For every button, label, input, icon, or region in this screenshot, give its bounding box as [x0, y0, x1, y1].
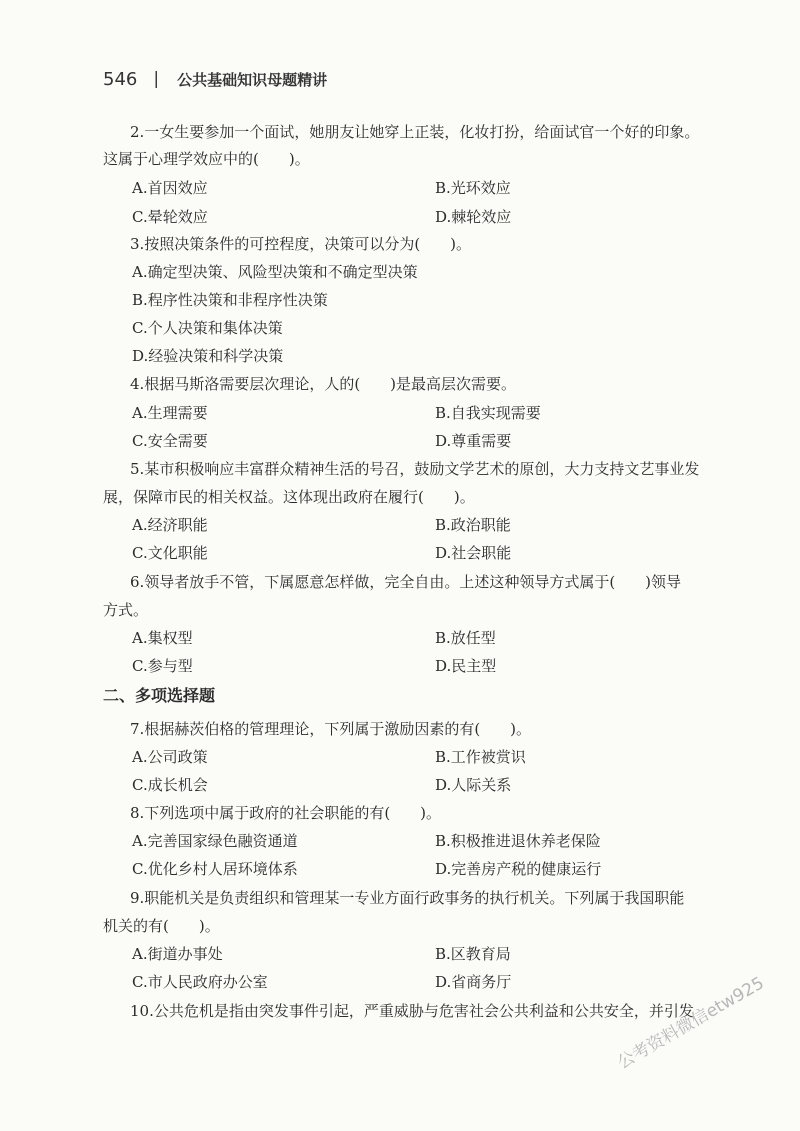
option-5b: B.政治职能: [435, 516, 511, 534]
option-7c: C.成长机会: [132, 776, 208, 794]
option-4c: C.安全需要: [132, 432, 208, 450]
option-3a: A.确定型决策、风险型决策和不确定型决策: [132, 263, 418, 281]
option-4b: B.自我实现需要: [435, 404, 541, 422]
question-10-text: 10.公共危机是指由突发事件引起，严重威胁与危害社会公共利益和公共安全，并引发: [130, 1002, 694, 1020]
option-9b: B.区教育局: [435, 945, 511, 963]
option-5d: D.社会职能: [435, 544, 512, 562]
option-3b: B.程序性决策和非程序性决策: [132, 291, 328, 309]
option-9c: C.市人民政府办公室: [132, 973, 268, 991]
option-5c: C.文化职能: [132, 544, 208, 562]
option-7a: A.公司政策: [132, 748, 208, 766]
option-2d: D.棘轮效应: [435, 208, 512, 226]
question-9-text-cont: 机关的有( )。: [103, 917, 220, 935]
watermark-text: 公考资料微信etw925: [614, 973, 768, 1074]
question-5-text-cont: 展，保障市民的相关权益。这体现出政府在履行( )。: [103, 488, 475, 506]
option-5a: A.经济职能: [132, 516, 208, 534]
header-separator: |: [153, 69, 160, 89]
question-6-text: 6.领导者放手不管，下属愿意怎样做，完全自由。上述这种领导方式属于( )领导: [130, 573, 682, 591]
option-3c: C.个人决策和集体决策: [132, 319, 283, 337]
option-8b: B.积极推进退休养老保险: [435, 832, 601, 850]
option-6d: D.民主型: [435, 657, 497, 675]
option-7d: D.人际关系: [435, 776, 512, 794]
option-3d: D.经验决策和科学决策: [132, 347, 284, 365]
option-6b: B.放任型: [435, 629, 496, 647]
question-2-text-cont: 这属于心理学效应中的( )。: [103, 150, 310, 168]
question-6-text-cont: 方式。: [103, 601, 149, 619]
option-4d: D.尊重需要: [435, 432, 512, 450]
option-6c: C.参与型: [132, 657, 193, 675]
option-2c: C.晕轮效应: [132, 208, 208, 226]
option-8a: A.完善国家绿色融资通道: [132, 832, 298, 850]
page-header: [103, 66, 327, 92]
option-9a: A.街道办事处: [132, 945, 223, 963]
option-7b: B.工作被赏识: [435, 748, 526, 766]
question-9-text: 9.职能机关是负责组织和管理某一专业方面行政事务的执行机关。下列属于我国职能: [130, 889, 685, 907]
option-2b: B.光环效应: [435, 179, 511, 197]
option-8c: C.优化乡村人居环境体系: [132, 860, 298, 878]
option-2a: A.首因效应: [132, 179, 208, 197]
section-heading-multiple-choice: 二、多项选择题: [103, 686, 216, 705]
option-9d: D.省商务厅: [435, 973, 512, 991]
question-2-text: 2.一女生要参加一个面试，她朋友让她穿上正装，化妆打扮，给面试官一个好的印象。: [130, 123, 700, 141]
option-6a: A.集权型: [132, 629, 193, 647]
question-3-text: 3.按照决策条件的可控程度，决策可以分为( )。: [130, 235, 472, 253]
question-8-text: 8.下列选项中属于政府的社会职能的有( )。: [130, 804, 442, 822]
question-4-text: 4.根据马斯洛需要层次理论，人的( )是最高层次需要。: [130, 375, 517, 393]
book-title: 公共基础知识母题精讲: [177, 70, 328, 89]
option-4a: A.生理需要: [132, 404, 208, 422]
option-8d: D.完善房产税的健康运行: [435, 860, 602, 878]
page-number: 546: [103, 68, 138, 90]
question-5-text: 5.某市积极响应丰富群众精神生活的号召，鼓励文学艺术的原创，大力支持文艺事业发: [130, 460, 700, 478]
question-7-text: 7.根据赫茨伯格的管理理论，下列属于激励因素的有( )。: [130, 720, 532, 738]
